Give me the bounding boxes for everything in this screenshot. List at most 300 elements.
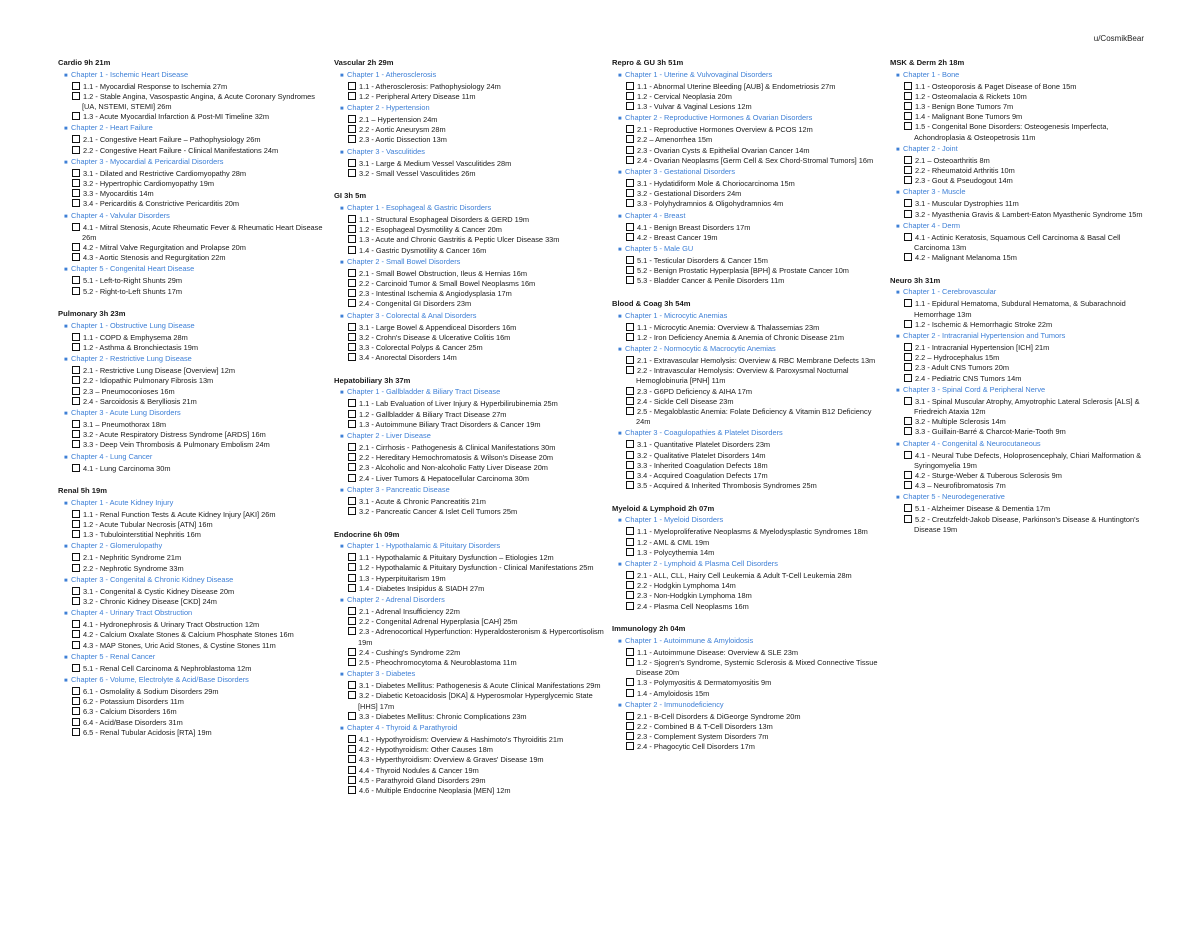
checkbox[interactable] [72,276,80,284]
checkbox[interactable] [348,125,356,133]
checkbox[interactable] [626,387,634,395]
checkbox[interactable] [626,356,634,364]
checklist-item[interactable] [890,515,1152,535]
checklist-item[interactable] [58,587,330,597]
checkbox[interactable] [904,102,912,110]
checklist-item[interactable] [890,122,1152,142]
checklist-item[interactable] [890,427,1152,437]
checklist-item[interactable] [334,766,606,776]
checklist-item[interactable] [58,243,330,253]
checkbox[interactable] [626,125,634,133]
checkbox[interactable] [904,253,912,261]
checkbox[interactable] [626,276,634,284]
checkbox[interactable] [348,497,356,505]
checklist-item[interactable] [334,225,606,235]
checkbox[interactable] [348,574,356,582]
checklist-item[interactable] [58,223,330,243]
checkbox[interactable] [904,427,912,435]
checkbox[interactable] [348,553,356,561]
checkbox[interactable] [626,581,634,589]
checkbox[interactable] [348,215,356,223]
checklist-item[interactable] [334,648,606,658]
checkbox[interactable] [904,166,912,174]
checklist-item[interactable] [890,253,1152,263]
checklist-item[interactable] [612,689,884,699]
checklist-item[interactable] [890,343,1152,353]
checkbox[interactable] [348,648,356,656]
checklist-item[interactable] [890,156,1152,166]
checklist-item[interactable] [58,728,330,738]
checkbox[interactable] [348,607,356,615]
checklist-item[interactable] [890,102,1152,112]
checklist-item[interactable] [612,722,884,732]
checklist-item[interactable] [612,602,884,612]
checkbox[interactable] [72,440,80,448]
checklist-item[interactable] [334,627,606,647]
checklist-item[interactable] [612,732,884,742]
checkbox[interactable] [904,92,912,100]
checklist-item[interactable] [334,607,606,617]
checklist-item[interactable] [890,363,1152,373]
checklist-item[interactable] [612,407,884,427]
checkbox[interactable] [348,410,356,418]
checkbox[interactable] [72,620,80,628]
checkbox[interactable] [626,397,634,405]
checkbox[interactable] [626,135,634,143]
checklist-item[interactable] [58,82,330,92]
checklist-item[interactable] [334,658,606,668]
checkbox[interactable] [626,156,634,164]
checklist-item[interactable] [612,440,884,450]
checkbox[interactable] [626,179,634,187]
checkbox[interactable] [626,712,634,720]
checklist-item[interactable] [612,179,884,189]
checkbox[interactable] [72,597,80,605]
checkbox[interactable] [904,199,912,207]
checkbox[interactable] [904,397,912,405]
checklist-item[interactable] [58,430,330,440]
checklist-item[interactable] [58,440,330,450]
checkbox[interactable] [626,92,634,100]
checkbox[interactable] [348,420,356,428]
checklist-item[interactable] [334,323,606,333]
checklist-item[interactable] [58,641,330,651]
checklist-item[interactable] [612,678,884,688]
checklist-item[interactable] [58,189,330,199]
checklist-item[interactable] [58,630,330,640]
checkbox[interactable] [904,122,912,130]
checkbox[interactable] [348,115,356,123]
checkbox[interactable] [904,417,912,425]
checkbox[interactable] [904,504,912,512]
checkbox[interactable] [348,617,356,625]
checklist-item[interactable] [334,691,606,711]
checklist-item[interactable] [334,269,606,279]
checklist-item[interactable] [612,527,884,537]
checklist-item[interactable] [612,276,884,286]
checklist-item[interactable] [334,410,606,420]
checklist-item[interactable] [58,530,330,540]
checklist-item[interactable] [58,510,330,520]
checklist-item[interactable] [612,199,884,209]
checklist-item[interactable] [334,399,606,409]
checkbox[interactable] [348,766,356,774]
checkbox[interactable] [72,553,80,561]
checkbox[interactable] [626,407,634,415]
checklist-item[interactable] [890,166,1152,176]
checkbox[interactable] [348,246,356,254]
checkbox[interactable] [626,102,634,110]
checkbox[interactable] [72,564,80,572]
checkbox[interactable] [72,397,80,405]
checklist-item[interactable] [890,504,1152,514]
checkbox[interactable] [626,571,634,579]
checklist-item[interactable] [58,697,330,707]
checkbox[interactable] [626,266,634,274]
checkbox[interactable] [904,210,912,218]
checklist-item[interactable] [334,755,606,765]
checkbox[interactable] [348,755,356,763]
checklist-item[interactable] [612,323,884,333]
checklist-item[interactable] [334,333,606,343]
checkbox[interactable] [348,169,356,177]
checkbox[interactable] [348,82,356,90]
checkbox[interactable] [904,82,912,90]
checkbox[interactable] [904,156,912,164]
checkbox[interactable] [626,678,634,686]
checklist-item[interactable] [612,102,884,112]
checkbox[interactable] [626,199,634,207]
checkbox[interactable] [72,169,80,177]
checklist-item[interactable] [334,617,606,627]
checkbox[interactable] [348,443,356,451]
checkbox[interactable] [72,420,80,428]
checkbox[interactable] [904,320,912,328]
checkbox[interactable] [348,159,356,167]
checklist-item[interactable] [58,92,330,112]
checklist-item[interactable] [334,584,606,594]
checklist-item[interactable] [58,664,330,674]
checkbox[interactable] [348,299,356,307]
checklist-item[interactable] [334,776,606,786]
checklist-item[interactable] [612,538,884,548]
checklist-item[interactable] [612,135,884,145]
checkbox[interactable] [72,718,80,726]
checklist-item[interactable] [334,681,606,691]
checkbox[interactable] [72,223,80,231]
checklist-item[interactable] [612,648,884,658]
checklist-item[interactable] [612,581,884,591]
checkbox[interactable] [626,527,634,535]
checkbox[interactable] [626,146,634,154]
checkbox[interactable] [348,92,356,100]
checkbox[interactable] [72,135,80,143]
checklist-item[interactable] [334,135,606,145]
checklist-item[interactable] [612,461,884,471]
checkbox[interactable] [72,520,80,528]
checklist-item[interactable] [58,276,330,286]
checklist-item[interactable] [58,287,330,297]
checkbox[interactable] [626,722,634,730]
checkbox[interactable] [348,453,356,461]
checkbox[interactable] [72,343,80,351]
checkbox[interactable] [904,353,912,361]
checkbox[interactable] [72,112,80,120]
checkbox[interactable] [348,745,356,753]
checklist-item[interactable] [58,112,330,122]
checklist-item[interactable] [334,246,606,256]
checkbox[interactable] [72,189,80,197]
checkbox[interactable] [72,530,80,538]
checkbox[interactable] [626,256,634,264]
checklist-item[interactable] [890,92,1152,102]
checklist-item[interactable] [890,451,1152,471]
checklist-item[interactable] [58,397,330,407]
checklist-item[interactable] [612,256,884,266]
checklist-item[interactable] [334,463,606,473]
checklist-item[interactable] [58,464,330,474]
checkbox[interactable] [348,735,356,743]
checklist-item[interactable] [58,520,330,530]
checklist-item[interactable] [334,159,606,169]
checklist-item[interactable] [58,376,330,386]
checkbox[interactable] [626,481,634,489]
checklist-item[interactable] [58,553,330,563]
checkbox[interactable] [904,176,912,184]
checklist-item[interactable] [890,82,1152,92]
checklist-item[interactable] [58,135,330,145]
checklist-item[interactable] [58,179,330,189]
checkbox[interactable] [904,299,912,307]
checkbox[interactable] [626,440,634,448]
checkbox[interactable] [904,363,912,371]
checkbox[interactable] [626,658,634,666]
checkbox[interactable] [348,584,356,592]
checklist-item[interactable] [58,597,330,607]
checklist-item[interactable] [58,420,330,430]
checklist-item[interactable] [612,366,884,386]
checkbox[interactable] [72,333,80,341]
checklist-item[interactable] [58,253,330,263]
checkbox[interactable] [348,507,356,515]
checkbox[interactable] [72,287,80,295]
checklist-item[interactable] [890,233,1152,253]
checklist-item[interactable] [334,474,606,484]
checklist-item[interactable] [612,189,884,199]
checklist-item[interactable] [334,712,606,722]
checkbox[interactable] [626,471,634,479]
checkbox[interactable] [72,630,80,638]
checkbox[interactable] [904,515,912,523]
checklist-item[interactable] [334,215,606,225]
checkbox[interactable] [348,269,356,277]
checklist-item[interactable] [612,712,884,722]
checkbox[interactable] [72,687,80,695]
checkbox[interactable] [72,697,80,705]
checkbox[interactable] [626,323,634,331]
checklist-item[interactable] [58,333,330,343]
checklist-item[interactable] [612,146,884,156]
checklist-item[interactable] [890,112,1152,122]
checkbox[interactable] [626,548,634,556]
checklist-item[interactable] [890,481,1152,491]
checkbox[interactable] [72,146,80,154]
checkbox[interactable] [904,374,912,382]
checkbox[interactable] [348,323,356,331]
checkbox[interactable] [348,225,356,233]
checklist-item[interactable] [334,125,606,135]
checklist-item[interactable] [612,451,884,461]
checklist-item[interactable] [890,299,1152,319]
checkbox[interactable] [348,353,356,361]
checklist-item[interactable] [890,471,1152,481]
checkbox[interactable] [72,728,80,736]
checkbox[interactable] [72,253,80,261]
checkbox[interactable] [348,474,356,482]
checkbox[interactable] [348,463,356,471]
checklist-item[interactable] [334,553,606,563]
checklist-item[interactable] [890,374,1152,384]
checklist-item[interactable] [334,343,606,353]
checkbox[interactable] [348,691,356,699]
checkbox[interactable] [348,712,356,720]
checklist-item[interactable] [890,397,1152,417]
checkbox[interactable] [72,641,80,649]
checkbox[interactable] [72,430,80,438]
checkbox[interactable] [72,587,80,595]
checkbox[interactable] [348,235,356,243]
checklist-item[interactable] [58,620,330,630]
checklist-item[interactable] [612,156,884,166]
checklist-item[interactable] [334,115,606,125]
checkbox[interactable] [626,602,634,610]
checkbox[interactable] [626,223,634,231]
checkbox[interactable] [72,664,80,672]
checklist-item[interactable] [612,82,884,92]
checklist-item[interactable] [612,571,884,581]
checkbox[interactable] [626,591,634,599]
checkbox[interactable] [626,366,634,374]
checkbox[interactable] [904,233,912,241]
checkbox[interactable] [72,510,80,518]
checklist-item[interactable] [334,235,606,245]
checkbox[interactable] [626,82,634,90]
checkbox[interactable] [626,461,634,469]
checklist-item[interactable] [58,564,330,574]
checklist-item[interactable] [334,420,606,430]
checkbox[interactable] [348,279,356,287]
checklist-item[interactable] [890,320,1152,330]
checkbox[interactable] [72,366,80,374]
checkbox[interactable] [626,732,634,740]
checklist-item[interactable] [612,742,884,752]
checklist-item[interactable] [334,353,606,363]
checklist-item[interactable] [334,574,606,584]
checklist-item[interactable] [890,210,1152,220]
checklist-item[interactable] [612,223,884,233]
checklist-item[interactable] [58,366,330,376]
checklist-item[interactable] [334,786,606,796]
checkbox[interactable] [72,82,80,90]
checkbox[interactable] [626,333,634,341]
checkbox[interactable] [626,742,634,750]
checklist-item[interactable] [334,443,606,453]
checklist-item[interactable] [58,687,330,697]
checkbox[interactable] [626,451,634,459]
checkbox[interactable] [72,464,80,472]
checkbox[interactable] [72,707,80,715]
checkbox[interactable] [904,343,912,351]
checklist-item[interactable] [58,199,330,209]
checklist-item[interactable] [334,92,606,102]
checklist-item[interactable] [58,718,330,728]
checklist-item[interactable] [334,563,606,573]
checkbox[interactable] [348,343,356,351]
checklist-item[interactable] [612,125,884,135]
checklist-item[interactable] [58,169,330,179]
checklist-item[interactable] [612,471,884,481]
checklist-item[interactable] [612,92,884,102]
checkbox[interactable] [348,333,356,341]
checkbox[interactable] [904,112,912,120]
checklist-item[interactable] [612,548,884,558]
checkbox[interactable] [348,135,356,143]
checkbox[interactable] [904,481,912,489]
checkbox[interactable] [72,199,80,207]
checkbox[interactable] [348,776,356,784]
checklist-item[interactable] [890,176,1152,186]
checklist-item[interactable] [334,299,606,309]
checklist-item[interactable] [58,146,330,156]
checkbox[interactable] [72,243,80,251]
checkbox[interactable] [626,189,634,197]
checkbox[interactable] [904,451,912,459]
checkbox[interactable] [348,563,356,571]
checkbox[interactable] [348,658,356,666]
checkbox[interactable] [904,471,912,479]
checklist-item[interactable] [612,658,884,678]
checkbox[interactable] [72,376,80,384]
checklist-item[interactable] [890,353,1152,363]
checklist-item[interactable] [334,497,606,507]
checklist-item[interactable] [334,289,606,299]
checklist-item[interactable] [612,266,884,276]
checkbox[interactable] [72,387,80,395]
checklist-item[interactable] [612,591,884,601]
checkbox[interactable] [626,648,634,656]
checkbox[interactable] [348,786,356,794]
checklist-item[interactable] [334,169,606,179]
checklist-item[interactable] [334,507,606,517]
checkbox[interactable] [348,627,356,635]
checkbox[interactable] [348,399,356,407]
checklist-item[interactable] [58,707,330,717]
checklist-item[interactable] [612,387,884,397]
checklist-item[interactable] [334,279,606,289]
checklist-item[interactable] [612,333,884,343]
checklist-item[interactable] [58,387,330,397]
checklist-item[interactable] [334,735,606,745]
checklist-item[interactable] [890,199,1152,209]
checklist-item[interactable] [334,453,606,463]
checkbox[interactable] [348,289,356,297]
checklist-item[interactable] [612,356,884,366]
checklist-item[interactable] [334,745,606,755]
checkbox[interactable] [626,233,634,241]
checkbox[interactable] [72,92,80,100]
checklist-item[interactable] [612,481,884,491]
checklist-item[interactable] [612,397,884,407]
